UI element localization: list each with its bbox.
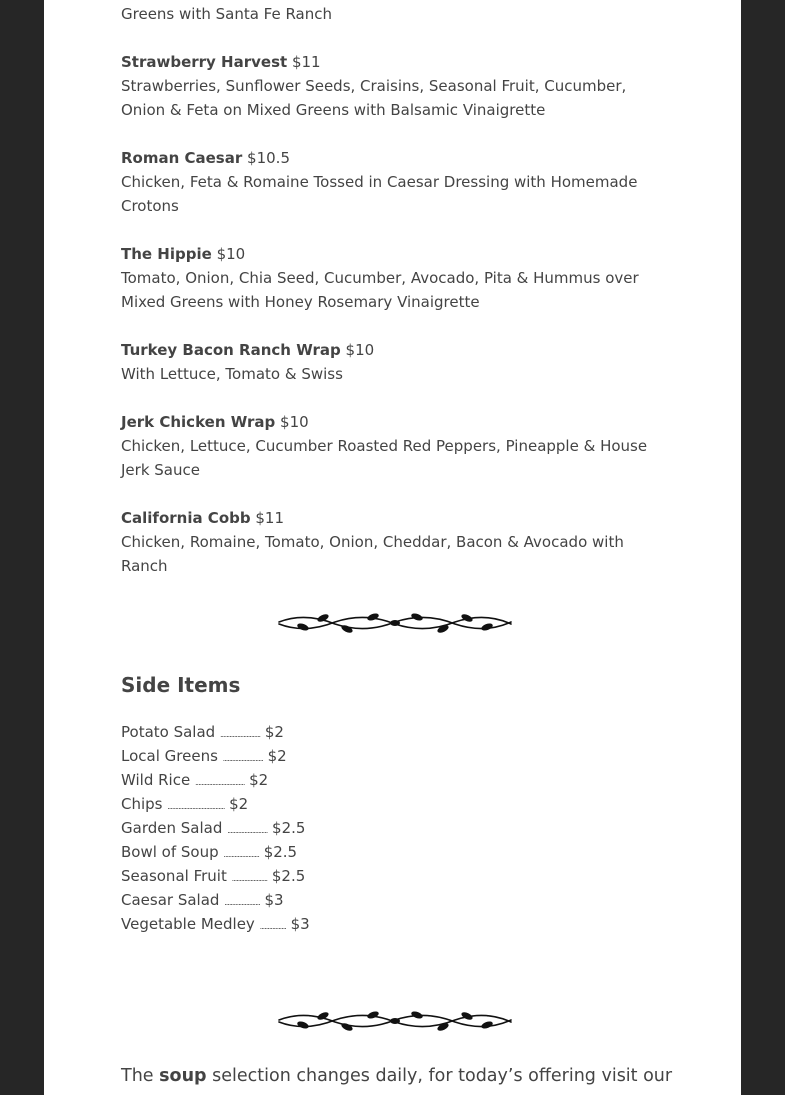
- dot-leader: ..........................: [222, 754, 263, 763]
- soup-notice-pre: The: [121, 1066, 154, 1086]
- dot-leader: .......................: [231, 874, 268, 883]
- menu-item-price: $10: [280, 413, 309, 431]
- side-item-price: $2: [229, 795, 249, 813]
- menu-item-roman-caesar: [121, 146, 666, 218]
- side-item-name: Vegetable Medley: [121, 915, 255, 933]
- menu-item-price: $10.5: [247, 149, 290, 167]
- side-item-price: $3: [264, 891, 284, 909]
- menu-item-partial: [121, 2, 666, 26]
- menu-item-price: $11: [255, 509, 285, 527]
- side-item-row: [121, 744, 666, 768]
- side-item-price: $2.5: [271, 867, 306, 885]
- side-item-name: Bowl of Soup: [121, 843, 219, 861]
- menu-item-price: $11: [291, 53, 321, 71]
- dot-leader: ................................: [194, 778, 245, 787]
- side-item-name: Seasonal Fruit: [121, 867, 227, 885]
- menu-item-price: $10: [345, 341, 375, 359]
- side-item-row: [121, 840, 666, 864]
- side-item-row: [121, 720, 666, 744]
- soup-notice: [121, 1063, 681, 1089]
- menu-item-desc: With Lettuce, Tomato & Swiss: [121, 365, 343, 383]
- menu-item-name: Turkey Bacon Ranch Wrap: [121, 341, 341, 359]
- side-item-row: [121, 864, 666, 888]
- soup-notice-post: selection changes daily, for today’s offering visit our: [212, 1066, 673, 1086]
- menu-item-desc: Tomato, Onion, Chia Seed, Cucumber, Avocado, Pita & Hummus over Mixed Greens with Honey Rosemary Vinaigrette: [121, 269, 639, 311]
- side-item-row: [121, 912, 666, 936]
- side-item-name: Chips: [121, 795, 163, 813]
- vine-flourish-icon: [275, 608, 515, 638]
- side-item-price: $3: [290, 915, 310, 933]
- menu-item-desc: Strawberries, Sunflower Seeds, Craisins, Seasonal Fruit, Cucumber, Onion & Feta on Mixed Greens with Balsamic Vinaigrette: [121, 77, 627, 119]
- side-items-heading: Side Items: [121, 673, 241, 697]
- menu-item-name: Roman Caesar: [121, 149, 243, 167]
- side-items-list: [121, 720, 666, 936]
- menu-item-name: California Cobb: [121, 509, 251, 527]
- side-item-row: [121, 792, 666, 816]
- side-item-row: [121, 768, 666, 792]
- vine-flourish-icon: [275, 1006, 515, 1036]
- dot-leader: ..........................: [219, 730, 261, 739]
- side-item-price: $2: [267, 747, 287, 765]
- side-item-name: Wild Rice: [121, 771, 191, 789]
- menu-item-jerk-chicken-wrap: [121, 410, 666, 482]
- side-item-price: $2.5: [263, 843, 298, 861]
- dot-leader: .................: [259, 922, 286, 931]
- menu-item-desc: Chicken, Feta & Romaine Tossed in Caesar Dressing with Homemade Crotons: [121, 173, 638, 215]
- side-item-row: [121, 888, 666, 912]
- side-item-name: Potato Salad: [121, 723, 216, 741]
- menu-item-price: $10: [216, 245, 246, 263]
- menu-item-desc: Chicken, Romaine, Tomato, Onion, Cheddar, Bacon & Avocado with Ranch: [121, 533, 624, 575]
- dot-leader: .......................: [223, 850, 259, 859]
- menu-item-name: Strawberry Harvest: [121, 53, 288, 71]
- menu-item-turkey-bacon-ranch-wrap: [121, 338, 666, 386]
- menu-page: [44, 0, 741, 1095]
- side-item-row: [121, 816, 666, 840]
- menu-item-california-cobb: [121, 506, 666, 578]
- menu-item-partial-text: Greens with Santa Fe Ranch: [121, 5, 333, 23]
- menu-item-name: The Hippie: [121, 245, 212, 263]
- side-item-name: Garden Salad: [121, 819, 223, 837]
- soup-notice-bold: soup: [159, 1066, 207, 1086]
- menu-item-strawberry-harvest: [121, 50, 666, 122]
- menu-item-name: Jerk Chicken Wrap: [121, 413, 276, 431]
- side-item-name: Caesar Salad: [121, 891, 220, 909]
- menu-item-the-hippie: [121, 242, 666, 314]
- menu-item-desc: Chicken, Lettuce, Cucumber Roasted Red Peppers, Pineapple & House Jerk Sauce: [121, 437, 648, 479]
- dot-leader: .......................: [224, 898, 260, 907]
- side-item-name: Local Greens: [121, 747, 218, 765]
- side-item-price: $2: [264, 723, 284, 741]
- dot-leader: ..........................: [227, 826, 268, 835]
- dot-leader: .....................................: [167, 802, 225, 811]
- side-item-price: $2: [249, 771, 269, 789]
- side-item-price: $2.5: [272, 819, 306, 837]
